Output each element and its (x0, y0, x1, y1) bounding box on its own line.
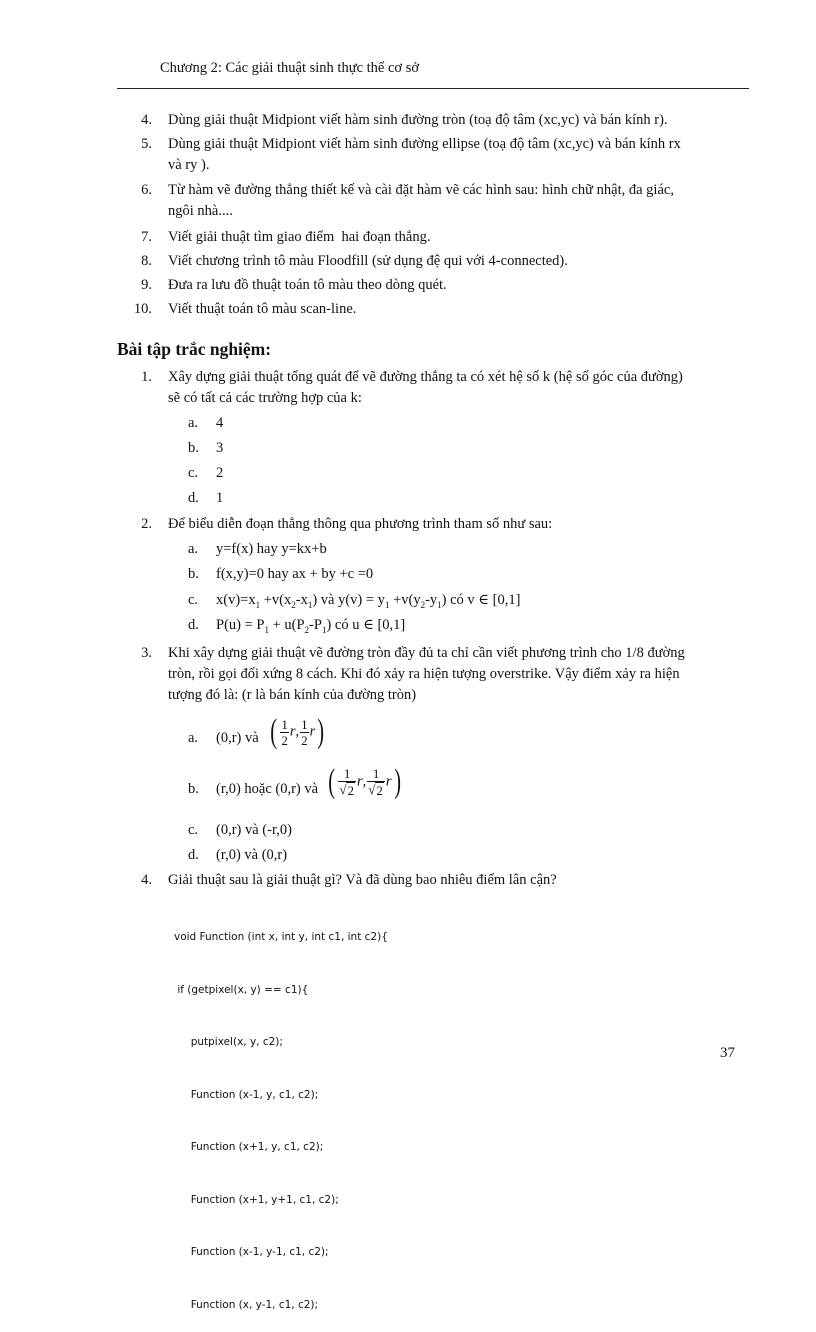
param-equation-formula: $x(v)=x_1 +v(x_2-x_1)$ và $y(v) = y_1 +v(y_2-y_1)$ có v ∈ [0,1] (216, 592, 521, 610)
vector-equation-formula: $P(u) = P_1 + u(P_2-P_1)$ có u ∈ [0,1] (216, 617, 406, 635)
code-line: void Function (int x, int y, int c1, int c2){ (174, 931, 388, 943)
quiz-section-title: Bài tập trắc nghiệm: (117, 339, 272, 359)
chapter-header: Chương 2: Các giải thuật sinh thực thể cơ sở (160, 60, 420, 76)
sqrt2-r-formula: ( 1 √ 2 r, 1 √ 2 r) (328, 763, 401, 800)
code-line: Function (x, y-1, c1, c2); (174, 1298, 319, 1311)
code-line: putpixel(x, y, c2); (174, 1036, 283, 1048)
code-line: Function (x+1, y, c1, c2); (174, 1141, 324, 1153)
header-divider (117, 88, 749, 89)
code-block (174, 894, 388, 1332)
code-line: Function (x-1, y-1, c1, c2); (174, 1246, 329, 1258)
code-line: Function (x-1, y, c1, c2); (174, 1088, 319, 1101)
half-r-formula: ( $\frac{1}{2}$ r, $\frac{1}{2}$ r) (270, 713, 325, 750)
page-number: 37 (720, 1045, 735, 1061)
code-line: Function (x+1, y+1, c1, c2); (174, 1193, 339, 1206)
code-line: if (getpixel(x, y) == c1){ (174, 983, 309, 996)
